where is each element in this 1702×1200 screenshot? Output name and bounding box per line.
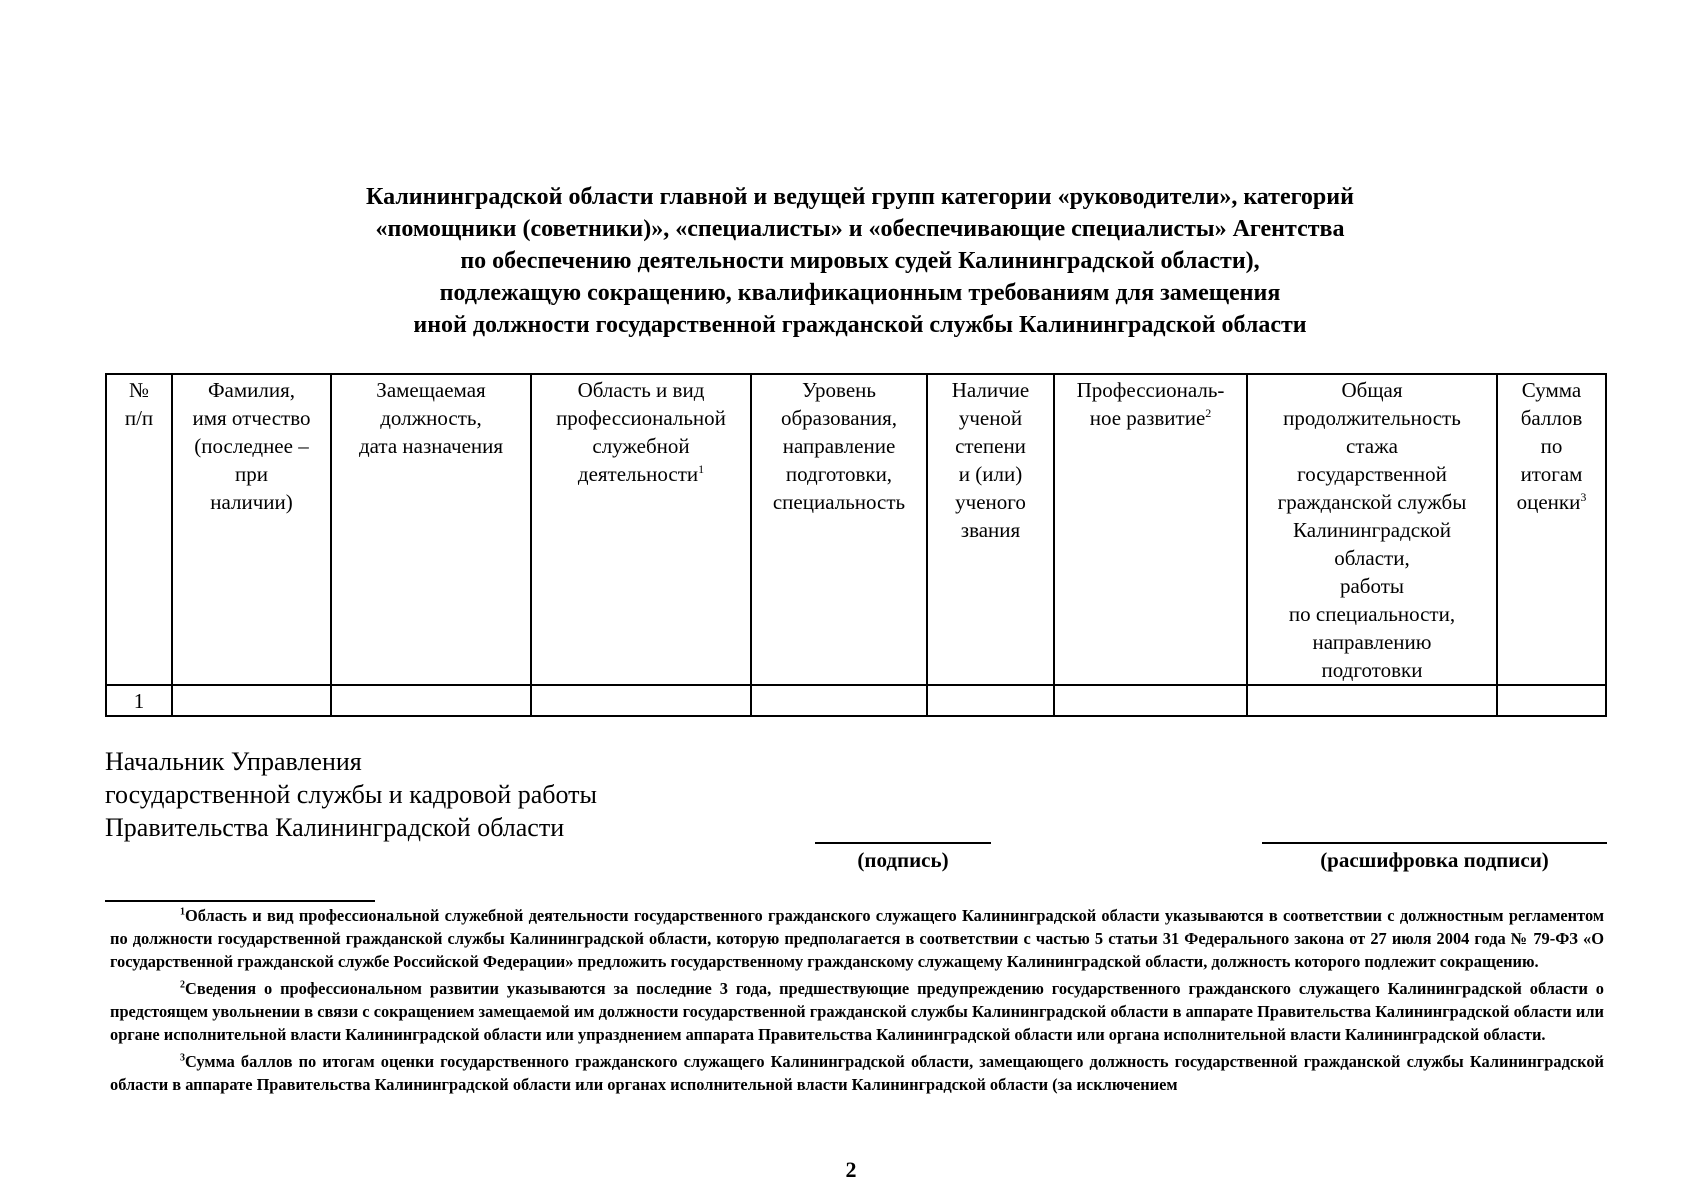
title-line: подлежащую сокращению, квалификационным требованиям для замещения [439, 280, 1281, 306]
signature-label: (подпись) [857, 848, 949, 872]
footnote-number: 1 [180, 906, 185, 918]
table-header-row [106, 374, 1606, 685]
title-line: по обеспечению деятельности мировых судей Калининградской области), [460, 248, 1260, 274]
document-title [150, 181, 1570, 341]
footnote [110, 1050, 1604, 1096]
signatory-position-line: Начальник Управления [105, 747, 362, 776]
footnote-ref: 1 [698, 462, 705, 476]
footnotes [110, 904, 1604, 1100]
page-number: 2 [845, 1157, 857, 1182]
table-cell [531, 685, 751, 716]
header-activity-area: Область и вид профессиональной служебной деятельности$^1$ [531, 374, 751, 685]
footnote-separator [105, 900, 375, 902]
header-education: Уровень образования, направление подготовки, специальность [751, 374, 927, 685]
header-service-length: Общая продолжительность стажа государственной гражданской службы Калининградской области, работы по специальности, направлению подготовки [1247, 374, 1497, 685]
footnote-ref: 2 [1205, 406, 1212, 420]
signatory-position-line: Правительства Калининградской области [105, 813, 565, 842]
table-cell: 1 [106, 685, 172, 716]
footnote-ref: 3 [1580, 490, 1587, 504]
header-professional-development: Профессиональ- ное развитие$^2$ [1054, 374, 1247, 685]
header-position: Замещаемая должность, дата назначения [331, 374, 531, 685]
title-line: иной должности государственной гражданской службы Калининградской области [413, 312, 1307, 338]
signatory-position [105, 745, 597, 844]
signature-line [815, 842, 991, 844]
table-row [106, 685, 1606, 716]
table-cell [331, 685, 531, 716]
footnote-text: Сведения о профессиональном развитии указываются за последние 3 года, предшествующие предупреждению государственного гражданского служащего Калининградской области о предстоящем увольнении в связи с сокращением замещаемой им должности государственной гражданской службы Калининградской области в аппарате Правительства Калининградской области или органе исполнительной власти Калининградской области или упразднением аппарата Правительства Калининградской области или органа исполнительной власти Калининградской области. [110, 979, 1604, 1044]
signature-decode-label: (расшифровка подписи) [1320, 848, 1549, 872]
title-line: «помощники (советники)», «специалисты» и «обеспечивающие специалисты» Агентства [375, 216, 1345, 242]
footnote [110, 977, 1604, 1046]
header-academic-degree: Наличие ученой степени и (или) ученого звания [927, 374, 1054, 685]
header-full-name: Фамилия, имя отчество (последнее – при наличии) [172, 374, 331, 685]
signature-decode-line [1262, 842, 1607, 844]
title-line: Калининградской области главной и ведущей групп категории «руководители», категорий [366, 184, 1354, 210]
header-number: № п/п [106, 374, 172, 685]
table-cell [927, 685, 1054, 716]
footnote-text: Область и вид профессиональной служебной деятельности государственного гражданского служащего Калининградской области указываются в соответствии с должностным регламентом по должности государственной гражданской службы Калининградской области, которую предполагается в соответствии с частью 5 статьи 31 Федерального закона от 27 июля 2004 года № 79-ФЗ «О государственной гражданской службе Российской Федерации» предложить государственному гражданскому служащему Калининградской области, должность которого подлежит сокращению. [110, 906, 1604, 971]
footnote-number: 2 [180, 979, 185, 991]
table-cell [172, 685, 331, 716]
table-cell [751, 685, 927, 716]
footnote [110, 904, 1604, 973]
table-cell [1054, 685, 1247, 716]
candidates-table [105, 373, 1607, 717]
footnote-number: 3 [180, 1052, 185, 1064]
signatory-position-line: государственной службы и кадровой работы [105, 780, 597, 809]
header-score-sum: Сумма баллов по итогам оценки$^3$ [1497, 374, 1606, 685]
table-cell [1247, 685, 1497, 716]
table-cell [1497, 685, 1606, 716]
footnote-text: Сумма баллов по итогам оценки государственного гражданского служащего Калининградской области, замещающего должность государственной гражданской службы Калининградской области в аппарате Правительства Калининградской области или органах исполнительной власти Калининградской области (за исключением [110, 1052, 1604, 1094]
